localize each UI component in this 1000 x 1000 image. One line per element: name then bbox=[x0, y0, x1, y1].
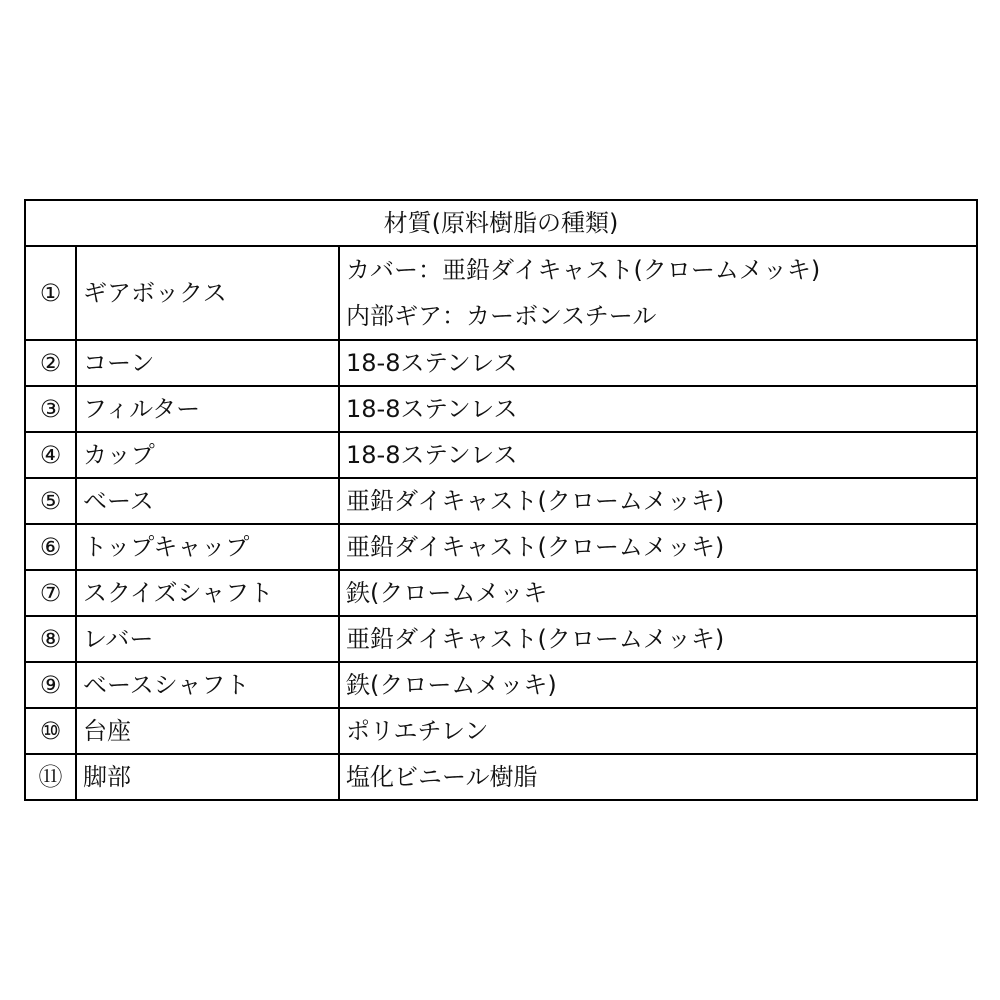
part-name: レバー bbox=[76, 616, 339, 662]
material-cell: 18-8ステンレス bbox=[339, 432, 977, 478]
material-cell: 18-8ステンレス bbox=[339, 386, 977, 432]
material-cell: 鉄(クロームメッキ bbox=[339, 570, 977, 616]
part-name: スクイズシャフト bbox=[76, 570, 339, 616]
table-title: 材質(原料樹脂の種類) bbox=[25, 200, 977, 246]
materials-table bbox=[24, 199, 978, 801]
row-number: ⑧ bbox=[25, 616, 76, 662]
material-cell: ポリエチレン bbox=[339, 708, 977, 754]
material-cell: 鉄(クロームメッキ) bbox=[339, 662, 977, 708]
material-cell: 亜鉛ダイキャスト(クロームメッキ) bbox=[339, 478, 977, 524]
material-cell bbox=[339, 246, 977, 340]
material-cell: 亜鉛ダイキャスト(クロームメッキ) bbox=[339, 616, 977, 662]
material-cell: 亜鉛ダイキャスト(クロームメッキ) bbox=[339, 524, 977, 570]
part-name: ベースシャフト bbox=[76, 662, 339, 708]
table-row bbox=[25, 754, 977, 800]
row-number: ⑥ bbox=[25, 524, 76, 570]
part-name: コーン bbox=[76, 340, 339, 386]
part-name: カップ bbox=[76, 432, 339, 478]
table-header-row bbox=[25, 200, 977, 246]
part-name: トップキャップ bbox=[76, 524, 339, 570]
row-number: ② bbox=[25, 340, 76, 386]
table-row bbox=[25, 386, 977, 432]
row-number: ⑤ bbox=[25, 478, 76, 524]
part-name: ベース bbox=[76, 478, 339, 524]
table-row bbox=[25, 708, 977, 754]
row-number: ③ bbox=[25, 386, 76, 432]
part-name: 台座 bbox=[76, 708, 339, 754]
part-name: フィルター bbox=[76, 386, 339, 432]
row-number: ① bbox=[25, 246, 76, 340]
part-name: ギアボックス bbox=[76, 246, 339, 340]
part-name: 脚部 bbox=[76, 754, 339, 800]
table-row bbox=[25, 570, 977, 616]
material-line: カバー：亜鉛ダイキャスト(クロームメッキ) bbox=[346, 256, 821, 284]
table-row bbox=[25, 616, 977, 662]
row-number: ④ bbox=[25, 432, 76, 478]
table-row bbox=[25, 478, 977, 524]
table-row bbox=[25, 340, 977, 386]
table-row bbox=[25, 246, 977, 340]
material-cell: 塩化ビニール樹脂 bbox=[339, 754, 977, 800]
row-number: ⑩ bbox=[25, 708, 76, 754]
material-cell: 18-8ステンレス bbox=[339, 340, 977, 386]
row-number: ⑦ bbox=[25, 570, 76, 616]
row-number: ⑨ bbox=[25, 662, 76, 708]
table-row bbox=[25, 524, 977, 570]
table-row bbox=[25, 432, 977, 478]
material-line: 内部ギア：カーボンスチール bbox=[346, 302, 657, 330]
table-row bbox=[25, 662, 977, 708]
row-number: ⑪ bbox=[25, 754, 76, 800]
